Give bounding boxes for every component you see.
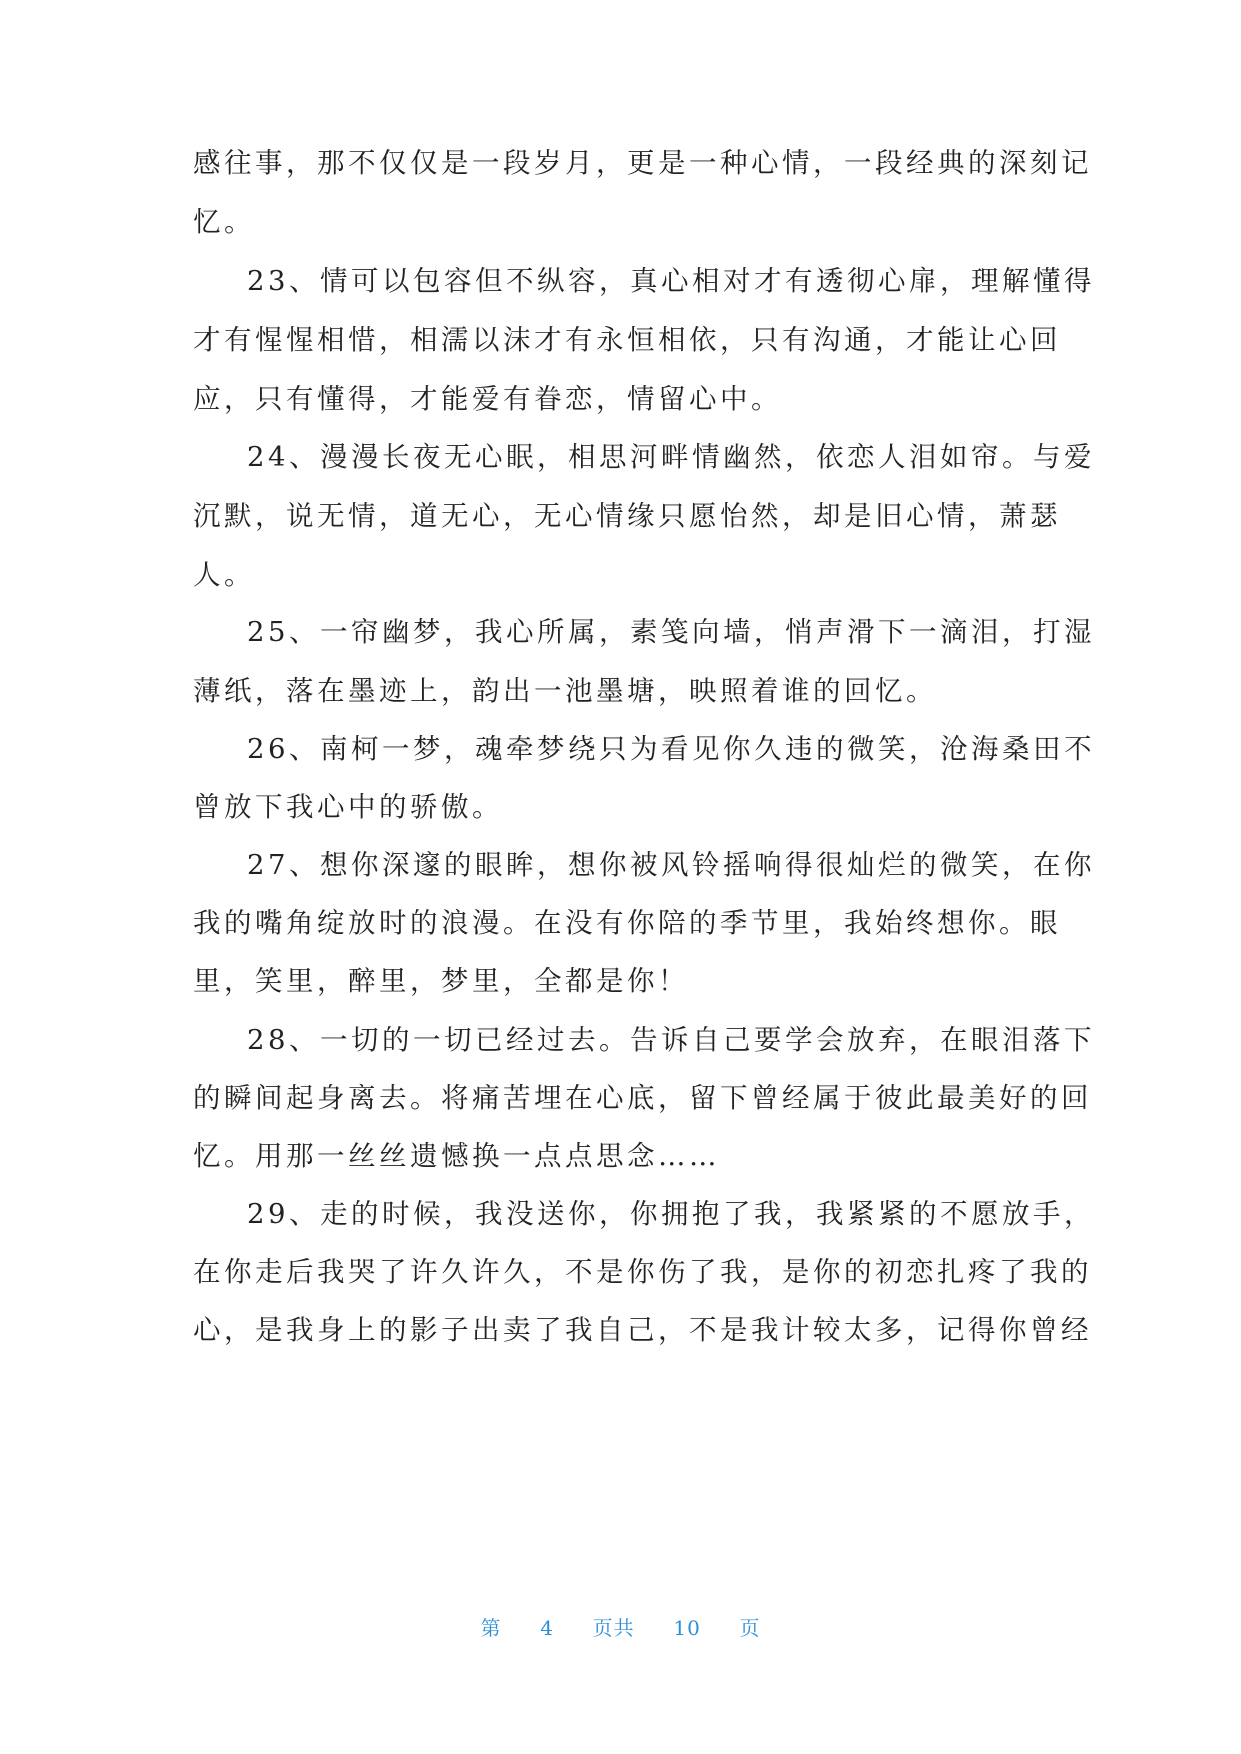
text-line: 忆。 <box>193 206 255 238</box>
paragraph-29-line: 29、走的时候，我没送你，你拥抱了我，我紧紧的不愿放手， <box>247 1198 1095 1230</box>
paragraph-23-line: 23、情可以包容但不纵容，真心相对才有透彻心扉，理解懂得 <box>247 265 1095 297</box>
paragraph-28-line: 28、一切的一切已经过去。告诉自己要学会放弃，在眼泪落下 <box>247 1024 1095 1056</box>
footer-suffix: 页 <box>739 1616 761 1640</box>
text-line: 人。 <box>193 559 255 591</box>
text-line: 应，只有懂得，才能爱有眷恋，情留心中。 <box>193 383 782 415</box>
text-line: 沉默，说无情，道无心，无心情缘只愿怡然，却是旧心情，萧瑟 <box>193 500 1061 532</box>
text-line: 才有惺惺相惜，相濡以沫才有永恒相依，只有沟通，才能让心回 <box>193 324 1061 356</box>
paragraph-27-line: 27、想你深邃的眼眸，想你被风铃摇响得很灿烂的微笑，在你 <box>247 849 1095 881</box>
text-line: 感往事，那不仅仅是一段岁月，更是一种心情，一段经典的深刻记 <box>193 147 1092 179</box>
page-footer <box>0 1612 1241 1641</box>
footer-prefix: 第 <box>480 1616 502 1640</box>
total-page-count: 10 <box>673 1616 701 1640</box>
text-line: 里，笑里，醉里，梦里，全都是你！ <box>193 965 689 997</box>
text-line: 心，是我身上的影子出卖了我自己，不是我计较太多，记得你曾经 <box>193 1314 1092 1346</box>
footer-middle: 页共 <box>592 1616 635 1640</box>
text-line: 的瞬间起身离去。将痛苦埋在心底，留下曾经属于彼此最美好的回 <box>193 1082 1092 1114</box>
text-line: 忆。用那一丝丝遗憾换一点点思念…… <box>193 1140 720 1172</box>
paragraph-25-line: 25、一帘幽梦，我心所属，素笺向墙，悄声滑下一滴泪，打湿 <box>247 616 1095 648</box>
current-page-number: 4 <box>540 1616 554 1640</box>
paragraph-24-line: 24、漫漫长夜无心眠，相思河畔情幽然，依恋人泪如帘。与爱 <box>247 441 1095 473</box>
paragraph-26-line: 26、南柯一梦，魂牵梦绕只为看见你久违的微笑，沧海桑田不 <box>247 733 1095 765</box>
text-line: 曾放下我心中的骄傲。 <box>193 791 503 823</box>
text-line: 我的嘴角绽放时的浪漫。在没有你陪的季节里，我始终想你。眼 <box>193 907 1061 939</box>
text-line: 在你走后我哭了许久许久，不是你伤了我，是你的初恋扎疼了我的 <box>193 1256 1092 1288</box>
text-line: 薄纸，落在墨迹上，韵出一池墨塘，映照着谁的回忆。 <box>193 675 937 707</box>
